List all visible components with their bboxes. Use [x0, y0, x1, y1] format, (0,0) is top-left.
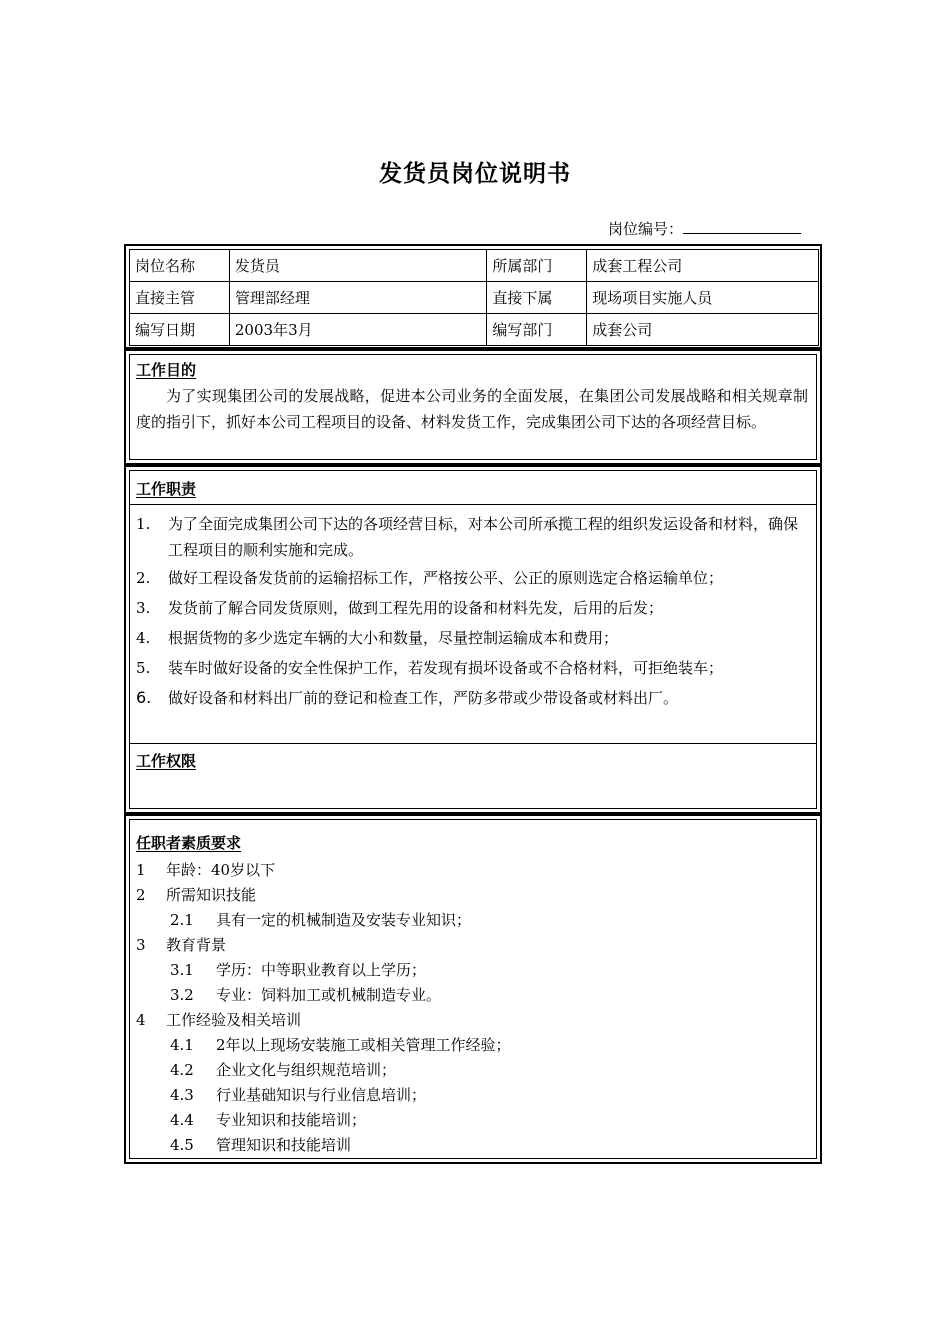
req-text: 专业知识和技能培训；: [216, 1111, 367, 1129]
list-item: [136, 565, 808, 591]
post-number-blank: [683, 219, 801, 234]
req-number: 1: [136, 861, 146, 879]
req-text: 教育背景: [166, 936, 227, 954]
req-number: 4.5: [170, 1136, 194, 1154]
table-row: [130, 250, 819, 282]
info-key: 编写日期: [130, 314, 230, 346]
list-item: [136, 511, 808, 563]
list-item: [170, 1084, 426, 1105]
divider: [129, 743, 817, 744]
duty-text: 发货前了解合同发货原则，做到工程先用的设备和材料先发，后用的后发；: [168, 599, 664, 617]
req-number: 4: [136, 1011, 146, 1029]
info-frame: [124, 244, 822, 349]
list-item: [170, 1134, 351, 1155]
req-number: 4.1: [170, 1036, 194, 1054]
list-item: [136, 934, 226, 955]
req-number: 2: [136, 886, 146, 904]
info-value: 发货员: [229, 250, 486, 282]
req-text: 2年以上现场安装施工或相关管理工作经验；: [216, 1036, 511, 1054]
duty-number: 4.: [136, 629, 151, 647]
purpose-section: [124, 349, 822, 465]
req-number: 4.4: [170, 1111, 194, 1129]
page-title: 发货员岗位说明书: [379, 161, 571, 187]
list-item: [136, 685, 808, 711]
info-key: 直接主管: [130, 282, 230, 314]
info-value: 现场项目实施人员: [587, 282, 819, 314]
list-item: [136, 655, 808, 681]
duty-number: 5.: [136, 659, 151, 677]
req-text: 企业文化与组织规范培训；: [216, 1061, 397, 1079]
duty-text: 做好工程设备发货前的运输招标工作，严格按公平、公正的原则选定合格运输单位；: [168, 569, 724, 587]
req-text: 具有一定的机械制造及安装专业知识；: [216, 911, 472, 929]
duty-text: 根据货物的多少选定车辆的大小和数量，尽量控制运输成本和费用；: [168, 629, 619, 647]
list-item: [136, 595, 808, 621]
req-number: 3.1: [170, 961, 194, 979]
info-key: 编写部门: [487, 314, 587, 346]
req-text: 专业：饲料加工或机械制造专业。: [216, 986, 442, 1004]
duty-number: 2.: [136, 569, 151, 587]
duties-heading: 工作职责: [136, 480, 197, 498]
info-key: 直接下属: [487, 282, 587, 314]
req-text: 工作经验及相关培训: [166, 1011, 302, 1029]
duty-text: 做好设备和材料出厂前的登记和检查工作，严防多带或少带设备或材料出厂。: [168, 689, 679, 707]
duty-number: 6.: [136, 688, 152, 707]
table-row: [130, 282, 819, 314]
list-item: [136, 1009, 301, 1030]
duty-text: 为了全面完成集团公司下达的各项经营目标，对本公司所承揽工程的组织发运设备和材料，确保工程项目的顺利实施和完成。: [168, 515, 799, 559]
req-text: 所需知识技能: [166, 886, 257, 904]
req-text: 年龄：40岁以下: [166, 861, 276, 879]
authority-heading: 工作权限: [136, 752, 197, 770]
req-number: 3.2: [170, 986, 194, 1004]
divider: [129, 504, 817, 505]
req-text: 管理知识和技能培训: [216, 1136, 352, 1154]
info-key: 所属部门: [487, 250, 587, 282]
duty-number: 1.: [136, 515, 151, 533]
info-value: 成套工程公司: [587, 250, 819, 282]
requirements-heading: 任职者素质要求: [136, 834, 242, 852]
purpose-text: 为了实现集团公司的发展战略，促进本公司业务的全面发展，在集团公司发展战略和相关规章制度的指引下，抓好本公司工程项目的设备、材料发货工作，完成集团公司下达的各项经营目标。: [136, 387, 808, 431]
purpose-heading: 工作目的: [136, 361, 197, 379]
list-item: [136, 625, 808, 651]
info-key: 岗位名称: [130, 250, 230, 282]
info-value: 2003年3月: [229, 314, 486, 346]
req-number: 2.1: [170, 911, 194, 929]
req-number: 3: [136, 936, 146, 954]
post-number: [608, 218, 801, 239]
req-text: 行业基础知识与行业信息培训；: [216, 1086, 427, 1104]
duty-number: 3.: [136, 599, 151, 617]
list-item: [170, 1109, 366, 1130]
req-number: 4.3: [170, 1086, 194, 1104]
info-value: 成套公司: [587, 314, 819, 346]
post-number-label: 岗位编号：: [608, 220, 684, 238]
list-item: [170, 959, 426, 980]
duty-text: 装车时做好设备的安全性保护工作，若发现有损坏设备或不合格材料，可拒绝装车；: [168, 659, 724, 677]
info-value: 管理部经理: [229, 282, 486, 314]
list-item: [170, 984, 441, 1005]
list-item: [170, 1059, 396, 1080]
list-item: [136, 884, 256, 905]
list-item: [136, 859, 275, 880]
list-item: [170, 909, 471, 930]
req-text: 学历：中等职业教育以上学历；: [216, 961, 427, 979]
req-number: 4.2: [170, 1061, 194, 1079]
list-item: [170, 1034, 511, 1055]
duties-section: [124, 465, 822, 814]
info-table: [129, 249, 819, 346]
table-row: [130, 314, 819, 346]
requirements-section: [124, 814, 822, 1164]
